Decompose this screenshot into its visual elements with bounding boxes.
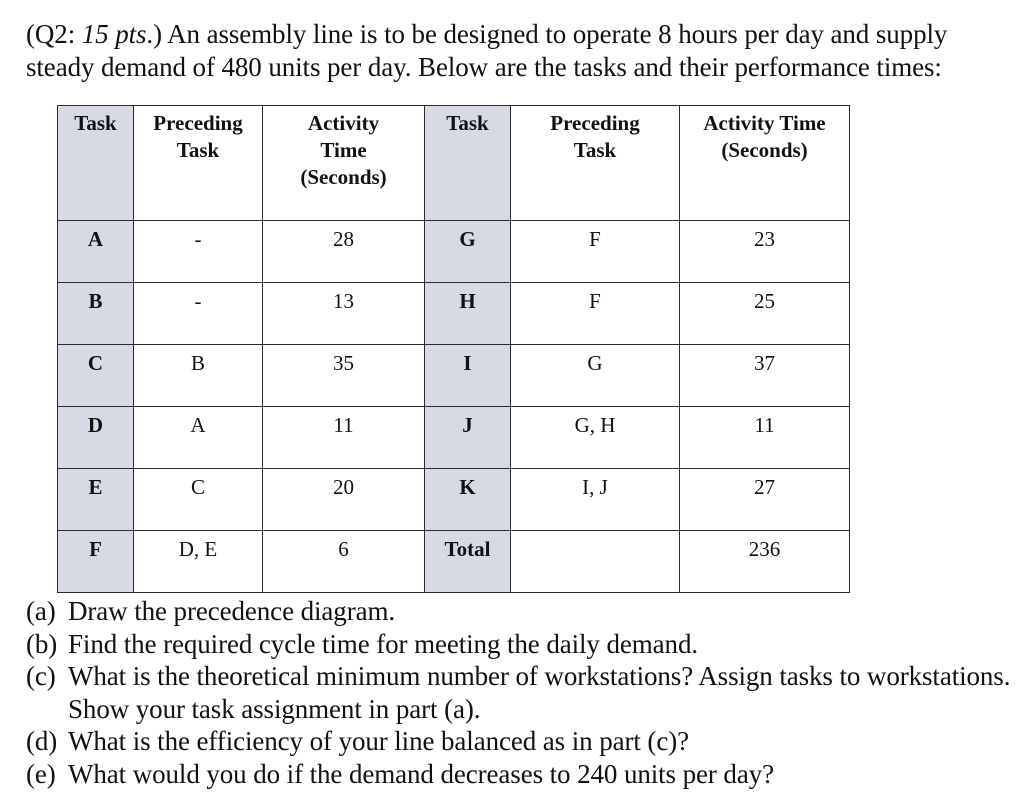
question-item-e [26, 758, 1016, 791]
task-cell: E [58, 469, 134, 531]
task-cell-2: H [425, 283, 511, 345]
preceding-cell-2: G [511, 345, 680, 407]
question-marker: (d) [26, 726, 58, 756]
problem-statement [26, 18, 1016, 84]
question-marker: (c) [26, 661, 56, 691]
time-cell-2: 37 [680, 345, 850, 407]
question-text: Draw the precedence diagram. [68, 596, 396, 626]
preceding-cell-2: G, H [511, 407, 680, 469]
time-cell: 6 [263, 531, 425, 593]
time-cell: 35 [263, 345, 425, 407]
task-cell: F [58, 531, 134, 593]
header-activity-time-2: Activity Time (Seconds) [680, 106, 850, 221]
question-marker: (b) [26, 628, 58, 659]
question-label-close: .) [146, 19, 162, 49]
question-item-d [26, 725, 1016, 758]
task-cell-2: I [425, 345, 511, 407]
question-item-b [26, 628, 1016, 661]
preceding-cell-2: I, J [511, 469, 680, 531]
question-text: What would you do if the demand decreases to 240 units per day? [68, 758, 774, 789]
time-cell: 20 [263, 469, 425, 531]
question-marker: (e) [26, 758, 56, 789]
task-cell: C [58, 345, 134, 407]
task-cell: D [58, 407, 134, 469]
task-cell: B [58, 283, 134, 345]
preceding-cell: - [134, 221, 263, 283]
question-text: What is the theoretical minimum number of workstations? Assign tasks to workstations. Show your task assignment in part (a). [68, 661, 1011, 724]
table-header-row [58, 106, 850, 221]
preceding-cell-2: F [511, 221, 680, 283]
header-preceding-task: Preceding Task [134, 106, 263, 221]
total-value-cell: 236 [680, 531, 850, 593]
table-row [58, 345, 850, 407]
table-row [58, 407, 850, 469]
total-label-cell: Total [425, 531, 511, 593]
time-cell-2: 23 [680, 221, 850, 283]
table-row [58, 221, 850, 283]
preceding-cell: B [134, 345, 263, 407]
preceding-cell-2 [511, 531, 680, 593]
table-row [58, 531, 850, 593]
time-cell: 13 [263, 283, 425, 345]
header-activity-time: Activity Time (Seconds) [263, 106, 425, 221]
table-row [58, 283, 850, 345]
time-cell: 28 [263, 221, 425, 283]
header-preceding-task-2: Preceding Task [511, 106, 680, 221]
time-cell-2: 27 [680, 469, 850, 531]
points-value: 15 pts [81, 19, 147, 49]
time-cell: 11 [263, 407, 425, 469]
time-cell-2: 25 [680, 283, 850, 345]
question-label-open: (Q2: [26, 19, 82, 49]
preceding-cell: A [134, 407, 263, 469]
preceding-cell-2: F [511, 283, 680, 345]
task-cell: A [58, 221, 134, 283]
problem-text-line-1: An assembly line is to be designed to operate 8 hours per day and supply [161, 19, 948, 49]
task-table [57, 105, 850, 593]
header-task-2: Task [425, 106, 511, 221]
question-marker: (a) [26, 596, 56, 626]
preceding-cell: C [134, 469, 263, 531]
problem-line-1 [26, 18, 1016, 51]
problem-text-line-2: steady demand of 480 units per day. Below are the tasks and their performance times: [26, 52, 942, 82]
question-list [26, 595, 1016, 790]
question-item-c [26, 660, 1016, 725]
time-cell-2: 11 [680, 407, 850, 469]
preceding-cell: D, E [134, 531, 263, 593]
preceding-cell: - [134, 283, 263, 345]
question-text: Find the required cycle time for meeting the daily demand. [68, 628, 698, 659]
question-text: What is the efficiency of your line balanced as in part (c)? [68, 726, 689, 756]
task-cell-2: J [425, 407, 511, 469]
table-row [58, 469, 850, 531]
task-cell-2: K [425, 469, 511, 531]
header-task: Task [58, 106, 134, 221]
question-item-a [26, 595, 1016, 628]
task-cell-2: G [425, 221, 511, 283]
